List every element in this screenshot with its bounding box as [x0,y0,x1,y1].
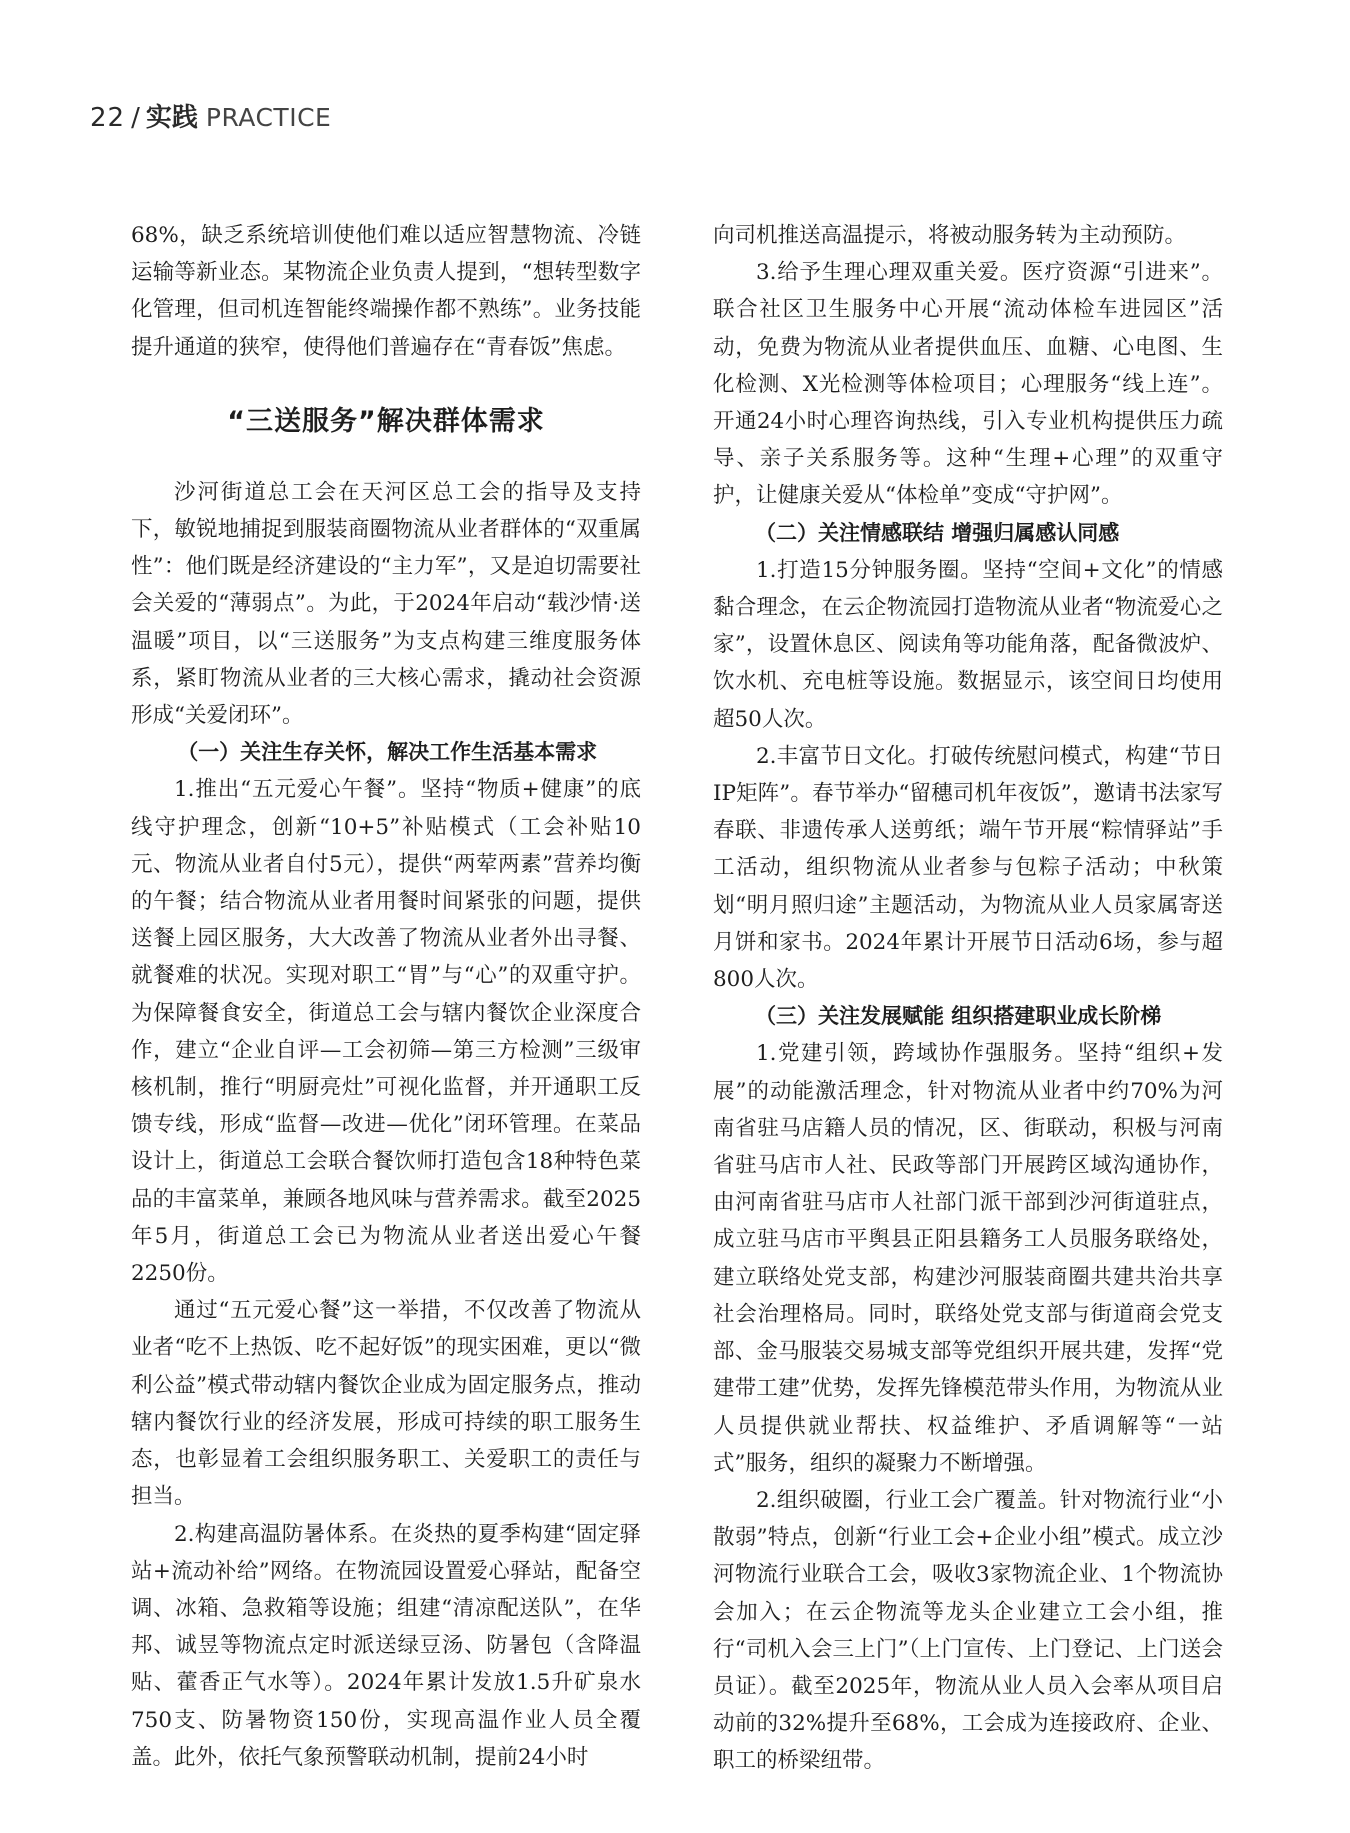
subheading: （二）关注情感联结 增强归属感认同感 [755,520,1120,545]
running-header [90,100,331,136]
paragraph: 1.党建引领，跨域协作强服务。坚持“组织+发展”的动能激活理念，针对物流从业者中约70%为河南省驻马店籍人员的情况，区、街联动，积极与河南省驻马店市人社、民政等部门开展跨区域沟通协作，由河南省驻马店市人社部门派干部到沙河街道驻点，成立驻马店市平舆县正阳县籍务工人员服务联络处，建立联络处党支部，构建沙河服装商圈共建共治共享社会治理格局。同时，联络处党支部与街道商会党支部、金马服装交易城支部等党组织开展共建，发挥“党建带工建”优势，发挥先锋模范带头作用，为物流从业人员提供就业帮扶、权益维护、矛盾调解等“一站式”服务，组织的凝聚力不断增强。 [713,1041,1223,1476]
paragraph: 2.构建高温防暑体系。在炎热的夏季构建“固定驿站+流动补给”网络。在物流园设置爱心驿站，配备空调、冰箱、急救箱等设施；组建“清凉配送队”，在华邦、诚昱等物流点定时派送绿豆汤、防暑包（含降温贴、藿香正气水等）。2024年累计发放1.5升矿泉水750支、防暑物资150份，实现高温作业人员全覆盖。此外，依托气象预警联动机制，提前24小时 [131,1521,641,1770]
paragraph: 通过“五元爱心餐”这一举措，不仅改善了物流从业者“吃不上热饭、吃不起好饭”的现实困难，更以“微利公益”模式带动辖内餐饮企业成为固定服务点，推动辖内餐饮行业的经济发展，形成可持续的职工服务生态，也彰显着工会组织服务职工、关爱职工的责任与担当。 [131,1298,641,1510]
right-column [713,217,1223,1780]
paragraph: 68%，缺乏系统培训使他们难以适应智慧物流、冷链运输等新业态。某物流企业负责人提到，“想转型数字化管理，但司机连智能终端操作都不熟练”。业务技能提升通道的狭窄，使得他们普遍存在“青春饭”焦虑。 [131,223,641,360]
paragraph: 沙河街道总工会在天河区总工会的指导及支持下，敏锐地捕捉到服装商圈物流从业者群体的“双重属性”：他们既是经济建设的“主力军”，又是迫切需要社会关爱的“薄弱点”。为此，于2024年启动“载沙情·送温暖”项目，以“三送服务”为支点构建三维度服务体系，紧盯物流从业者的三大核心需求，撬动社会资源形成“关爱闭环”。 [131,479,641,729]
section-title-chinese: 实践 [145,103,198,133]
paragraph: 向司机推送高温提示，将被动服务转为主动预防。 [713,223,1187,248]
section-title-english: PRACTICE [205,103,332,132]
subheading: （一）关注生存关怀，解决工作生活基本需求 [177,740,598,765]
page-number: 22 [90,103,126,133]
paragraph: 2.组织破圈，行业工会广覆盖。针对物流行业“小散弱”特点，创新“行业工会+企业小组”模式。成立沙河物流行业联合工会，吸收3家物流企业、1个物流协会加入；在云企物流等龙头企业建立工会小组，推行“司机入会三上门”（上门宣传、上门登记、上门送会员证）。截至2025年，物流从业人员入会率从项目启动前的32%提升至68%，工会成为连接政府、企业、职工的桥梁纽带。 [713,1487,1223,1774]
subheading: （三）关注发展赋能 组织搭建职业成长阶梯 [755,1004,1162,1029]
left-column [131,217,641,1776]
paragraph: 1.打造15分钟服务圈。坚持“空间+文化”的情感黏合理念，在云企物流园打造物流从业者“物流爱心之家”，设置休息区、阅读角等功能角落，配备微波炉、饮水机、充电桩等设施。数据显示，该空间日均使用超50人次。 [713,557,1223,732]
paragraph: 3.给予生理心理双重关爱。医疗资源“引进来”。联合社区卫生服务中心开展“流动体检车进园区”活动，免费为物流从业者提供血压、血糖、心电图、生化检测、X光检测等体检项目；心理服务“线上连”。开通24小时心理咨询热线，引入专业机构提供压力疏导、亲子关系服务等。这种“生理+心理”的双重守护，让健康关爱从“体检单”变成“守护网”。 [713,260,1223,509]
paragraph: 2.丰富节日文化。打破传统慰问模式，构建“节日IP矩阵”。春节举办“留穗司机年夜饭”，邀请书法家写春联、非遗传承人送剪纸；端午节开展“粽情驿站”手工活动，组织物流从业者参与包粽子活动；中秋策划“明月照归途”主题活动，为物流从业人员家属寄送月饼和家书。2024年累计开展节日活动6场，参与超800人次。 [713,743,1223,993]
paragraph: 1.推出“五元爱心午餐”。坚持“物质+健康”的底线守护理念，创新“10+5”补贴模式（工会补贴10元、物流从业者自付5元），提供“两荤两素”营养均衡的午餐；结合物流从业者用餐时间紧张的问题，提供送餐上园区服务，大大改善了物流从业者外出寻餐、就餐难的状况。实现对职工“胃”与“心”的双重守护。为保障餐食安全，街道总工会与辖内餐饮企业深度合作，建立“企业自评—工会初筛—第三方检测”三级审核机制，推行“明厨亮灶”可视化监督，并开通职工反馈专线，形成“监督—改进—优化”闭环管理。在菜品设计上，街道总工会联合餐饮师打造包含18种特色菜品的丰富菜单，兼顾各地风味与营养需求。截至2025年5月，街道总工会已为物流从业者送出爱心午餐2250份。 [131,777,641,1287]
header-separator: / [131,103,140,133]
section-heading: “三送服务”解决群体需求 [227,405,545,437]
